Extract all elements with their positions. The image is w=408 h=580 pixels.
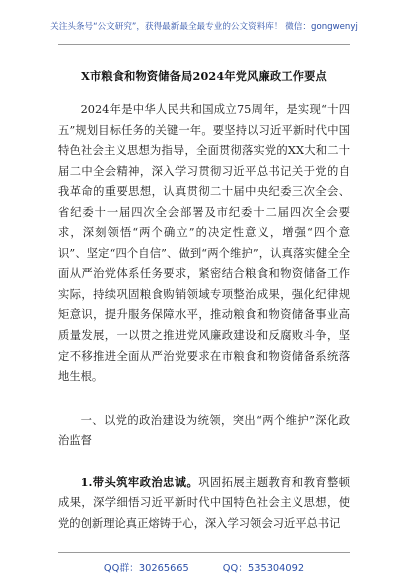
- item-heading: 1.带头筑牢政治忠诚。: [80, 474, 199, 489]
- qq-text: QQ：535304092: [222, 563, 305, 574]
- document-body: [58, 100, 350, 534]
- item-text: 巩固拓展主题教育和教育整顿成果，深学细悟习近平新时代中国特色社会主义思想，使党的创新理论真正熔铸于心，深入学习领会习近平总书记: [58, 475, 350, 530]
- header-divider: [58, 44, 350, 45]
- section-heading: 一、以党的政治建设为统领，突出“两个维护”深化政治监督: [58, 413, 350, 448]
- item-paragraph: [58, 472, 350, 535]
- footer-contacts: [0, 560, 408, 574]
- header-banner: 关注头条号“公文研究”，获得最新最全最专业的公文资料库！ 微信：gongwenyj: [50, 22, 358, 32]
- qq-group-text: QQ群：30265665: [103, 563, 189, 574]
- intro-paragraph: 2024年是中华人民共和国成立75周年，是实现“十四五”规划目标任务的关键一年。要坚持以习近平新时代中国特色社会主义思想为指导，全面贯彻落实党的XX大和二十届二中全会精神，深入学习贯彻习近平总书记关于党的自我革命的重要思想，认真贯彻二十届中央纪委三次全会、省纪委十一届四次全会部署及市纪委十二届四次全会要求，深刻领悟“两个确立”的决定性意义，增强“四个意识”、坚定“四个自信”、做到“两个维护”，认真落实健全全面从严治党体系任务要求，紧密结合粮食和物资储备工作实际，持续巩固粮食购销领域专项整治成果，强化纪律规矩意识，提升服务保障水平，推动粮食和物资储备事业高质量发展，一以贯之推进党风廉政建设和反腐败斗争，坚定不移推进全面从严治党要求在市粮食和物资储备系统落地生根。: [58, 103, 350, 384]
- document-title: X市粮食和物资储备局2024年党风廉政工作要点: [81, 69, 327, 83]
- footer-divider: [58, 552, 350, 553]
